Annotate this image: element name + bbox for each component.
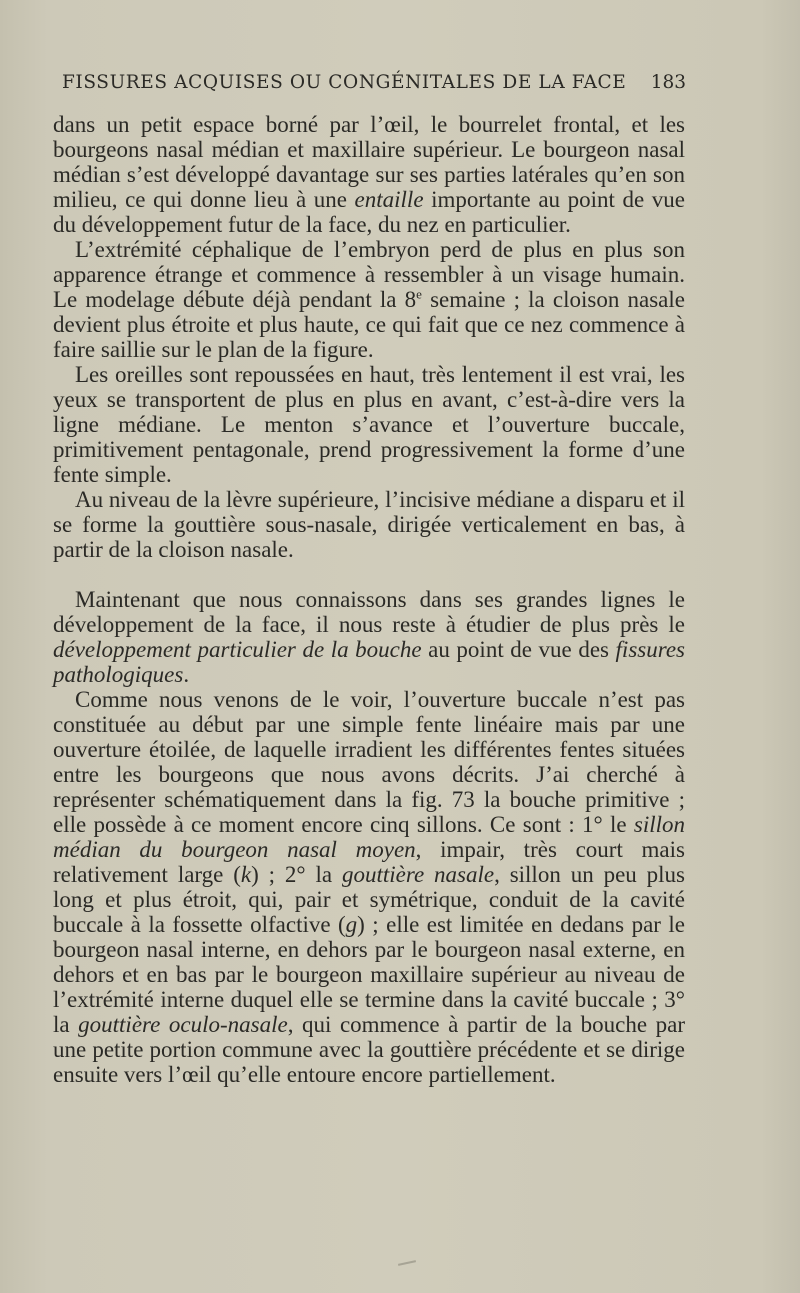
superscript: e <box>416 286 422 302</box>
paragraph: Au niveau de la lèvre supérieure, l’incisive médiane a disparu et il se forme la gouttière sous-nasale, dirigée verticalement en bas, à partir de la cloison nasale. <box>53 487 685 562</box>
paragraph <box>53 587 685 687</box>
text-run: . <box>183 662 190 687</box>
italic-term: développement particulier de la bouche <box>53 637 422 662</box>
text-run: dans un petit espace borné par l’œil, le bourrelet frontal, et les bourgeons nasal médian et maxillaire supérieur. Le bourgeon nasal médian s’est développé davantage sur ses parties latérales qu’en son milieu, ce qui donne lieu à une <box>53 112 685 212</box>
page-body <box>53 112 685 1087</box>
paragraph: Les oreilles sont repoussées en haut, très lentement il est vrai, les yeux se transportent de plus en plus en avant, c’est-à-dire vers la ligne médiane. Le menton s’avance et l’ouverture buccale, primitivement pentagonale, prend progressivement la forme d’une fente simple. <box>53 362 685 487</box>
text-run: ) ; elle est limitée en dedans par le bourgeon nasal interne, en dehors par le bourgeon nasal externe, en dehors et en bas par le bourgeon maxillaire supérieur au niveau de l’extrémité interne duquel elle se termine dans la cavité buccale ; 3° la <box>53 912 685 1037</box>
italic-term: fissures pathologiques <box>53 637 685 687</box>
italic-term: sillon médian du bourgeon nasal moyen <box>53 812 685 862</box>
text-run: semaine ; la cloison nasale devient plus étroite et plus haute, ce qui fait que ce nez commence à faire saillie sur le plan de la figure. <box>53 287 685 362</box>
text-run: , impair, très court mais relativement large ( <box>53 837 685 887</box>
paper-mark <box>398 1260 416 1266</box>
running-header <box>62 72 686 100</box>
paragraph-continuation <box>53 112 685 237</box>
italic-term: gouttière oculo-nasale <box>78 1012 288 1037</box>
text-run: au point de vue des <box>421 637 616 662</box>
page-number: 183 <box>650 72 686 93</box>
paragraph <box>53 687 685 1087</box>
paragraph <box>53 237 685 362</box>
italic-term: gouttière nasale <box>341 862 495 887</box>
text-run: Maintenant que nous connaissons dans ses grandes lignes le développement de la face, il nous reste à étudier de plus près le <box>53 587 685 637</box>
italic-term: entaille <box>354 187 424 212</box>
running-title: FISSURES ACQUISES OU CONGÉNITALES DE LA FACE <box>62 72 627 93</box>
text-run: , qui commence à partir de la bouche par une petite portion commune avec la gouttière précédente et se dirige ensuite vers l’œil qu’elle entoure encore partiellement. <box>53 1012 685 1087</box>
italic-letter: g <box>345 912 358 937</box>
text-run: importante au point de vue du développement futur de la face, du nez en particulier. <box>53 187 685 237</box>
text-run: L’extrémité céphalique de l’embryon perd de plus en plus son apparence étrange et commence à ressembler à un visage humain. Le modelage débute déjà pendant la 8 <box>53 237 685 312</box>
italic-letter: k <box>240 862 252 887</box>
text-run: ) ; 2° la <box>251 862 342 887</box>
text-run: , sillon un peu plus long et plus étroit, qui, pair et symétrique, conduit de la cavité buccale à la fossette olfactive ( <box>53 862 685 937</box>
text-run: Comme nous venons de le voir, l’ouverture buccale n’est pas constituée au début par une simple fente linéaire mais par une ouverture étoilée, de laquelle irradient les différentes fentes situées entre les bourgeons que nous avons décrits. J’ai cherché à représenter schématiquement dans la fig. 73 la bouche primitive ; elle possède à ce moment encore cinq sillons. Ce sont : 1° le <box>53 687 685 837</box>
